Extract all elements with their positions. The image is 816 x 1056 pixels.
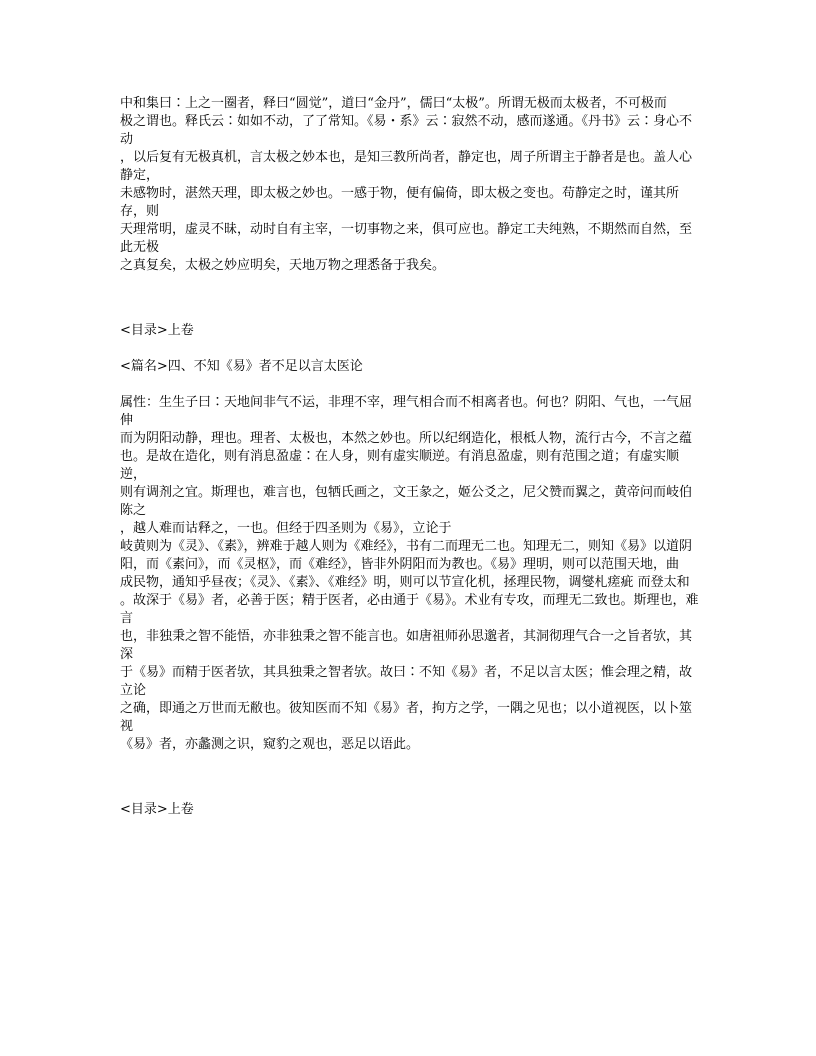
text-line: 中和集曰∶上之一圈者，释曰“圆觉”，道曰“金丹”，儒曰“太极”。所谓无极而太极者，不可极而 — [120, 96, 667, 111]
text-line: 于《易》而精于医者欤，其具独秉之智者欤。故曰∶不知《易》者，不足以言太医；惟会理之精，故立论 — [120, 665, 693, 698]
chapter-title: <篇名>四、不知《易》者不足以言太医论 — [120, 359, 363, 374]
text-line: 《易》者，亦蠡测之识，窥豹之观也，恶足以语此。 — [120, 737, 420, 752]
text-line: ，越人难而诂释之，一也。但经于四圣则为《易》，立论于 — [120, 521, 452, 536]
text-line: 属性：生生子曰∶天地间非气不运，非理不宰，理气相合而不相离者也。何也？阴阳、气也，一气屈伸 — [120, 395, 693, 428]
text-line: 阳，而《素问》，而《灵枢》，而《难经》，皆非外阴阳而为教也。《易》理明，则可以范围天地，曲 — [120, 557, 680, 572]
text-line: 未感物时，湛然天理，即太极之妙也。一感于物，便有偏倚，即太极之变也。苟静定之时，谨其所存，则 — [120, 186, 680, 219]
text-line: 则有调剂之宜。斯理也，难言也，包牺氏画之，文王彖之，姬公爻之，尼父赞而翼之，黄帝问而岐伯陈之 — [120, 485, 693, 518]
text-line: 天理常明，虚灵不昧，动时自有主宰，一切事物之来，俱可应也。静定工夫纯熟，不期然而自然，至此无极 — [120, 222, 693, 255]
text-line: 极之谓也。释氏云∶如如不动，了了常知。《易・系》云∶寂然不动，感而遂通。《丹书》云∶身心不动 — [120, 114, 693, 147]
text-line: 成民物，通知乎昼夜；《灵》、《素》、《难经》明，则可以节宣化机，拯理民物，调燮札瘥疵 而登太和 — [120, 575, 690, 590]
toc-label: <目录>上卷 — [120, 802, 194, 817]
text-line: 也。是故在造化，则有消息盈虚∶在人身，则有虚实顺逆。有消息盈虚，则有范围之道；有虚实顺逆， — [120, 449, 680, 482]
text-line: 之真复矣，太极之妙应明矣，天地万物之理悉备于我矣。 — [120, 258, 446, 273]
document-page — [120, 95, 700, 819]
toc-label: <目录>上卷 — [120, 323, 194, 338]
text-line: 岐黄则为《灵》、《素》，辨难于越人则为《难经》，书有二而理无二也。知理无二，则知《易》以道阴 — [120, 539, 693, 554]
text-line: 也，非独秉之智不能悟，亦非独秉之智不能言也。如唐祖师孙思邈者，其洞彻理气合一之旨者欤，其深 — [120, 629, 693, 662]
text-line: 。故深于《易》者，必善于医；精于医者，必由通于《易》。术业有专攻，而理无二致也。斯理也，难言 — [120, 593, 699, 626]
text-line: 之确，即通之万世而无敝也。彼知医而不知《易》者，拘方之学，一隅之见也；以小道视医，以卜筮视 — [120, 701, 693, 734]
paragraph-zhonghe — [120, 95, 700, 275]
text-line: 而为阴阳动静，理也。理者、太极也，本然之妙也。所以纪纲造化，根柢人物，流行古今，不言之蕴 — [120, 431, 693, 446]
paragraph-shengshengzi — [120, 394, 700, 754]
text-line: ，以后复有无极真机，言太极之妙本也，是知三教所尚者，静定也，周子所谓主于静者是也。盖人心静定， — [120, 150, 693, 183]
